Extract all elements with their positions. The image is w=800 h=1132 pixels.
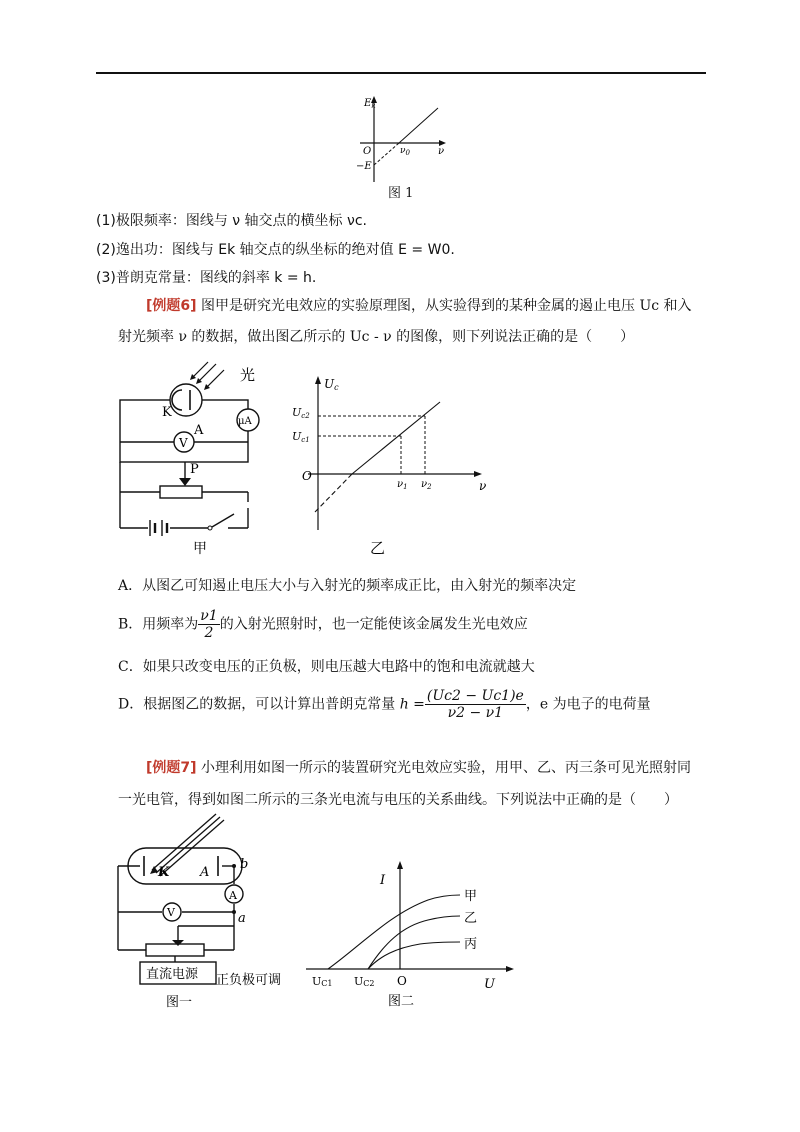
option-d-num: (Uc2 − Uc1)e (426, 688, 524, 704)
ex6-line2: 射光频率 ν 的数据，做出图乙所示的 Uc - ν 的图像，则下列说法正确的是（ ） (118, 329, 635, 345)
ex7-tag: [例题7] (146, 760, 197, 776)
source-label: 直流电源 (146, 967, 199, 982)
option-b-num: ν1 (200, 608, 218, 624)
option-d-pre: D．根据图乙的数据，可以计算出普朗克常量 (118, 696, 396, 713)
light-label: 光 (240, 366, 256, 384)
fig1-x-label: ν (438, 146, 445, 157)
curve-yi-label: 乙 (464, 911, 478, 926)
a-label: A (194, 423, 204, 438)
note-1: (1)极限频率：图线与 ν 轴交点的横坐标 νc. (96, 213, 367, 229)
circuit-caption: 甲 (193, 541, 207, 557)
graph-x-label: ν (479, 479, 487, 493)
k-label: K (158, 865, 170, 880)
ex7-line2: 一光电管，得到如图二所示的三条光电流与电压的关系曲线。下列说法中正确的是（ ） (118, 792, 678, 808)
curve-jia-label: 甲 (464, 889, 478, 904)
option-b-pre: B．用频率为 (118, 616, 199, 633)
ex6-tag: [例题6] (146, 298, 197, 314)
option-d-den: ν2 − ν1 (447, 705, 504, 721)
a-terminal-label: a (238, 911, 246, 926)
ex6-graph (290, 370, 500, 556)
option-b-post: 的入射光照射时，也一定能使该金属发生光电效应 (219, 616, 528, 633)
curve-jia (328, 895, 460, 969)
curve-bing (368, 942, 460, 969)
note-3: (3)普朗克常量：图线的斜率 k = h. (96, 270, 317, 286)
fig1-origin: O (363, 146, 372, 157)
ex6-option-d (118, 688, 651, 721)
graph-x-label: U (484, 977, 495, 992)
graph-y-label: Uc (324, 377, 339, 392)
ex6-line1 (146, 296, 692, 316)
ex6-option-a: A．从图乙可知遏止电压大小与入射光的频率成正比，由入射光的频率决定 (118, 578, 577, 594)
voltmeter-label: V (167, 906, 175, 919)
curve-bing-label: 丙 (464, 937, 478, 952)
graph-origin: O (302, 469, 312, 483)
ex7-line1-text: 小理利用如图一所示的装置研究光电效应实验，用甲、乙、丙三条可见光照射同 (201, 760, 691, 776)
graph-uc2-label: Uc2 (292, 406, 310, 420)
ex6-option-c: C．如果只改变电压的正负极，则电压越大电路中的饱和电流就越大 (118, 659, 535, 675)
ex6-line1-text: 图甲是研究光电效应的实验原理图，从实验得到的某种金属的遏止电压 Uc 和入 (201, 298, 692, 314)
uc2-label: UC2 (354, 975, 375, 988)
voltmeter-label: V (179, 436, 188, 450)
graph-caption: 图二 (388, 994, 415, 1009)
option-b-den: 2 (204, 625, 214, 641)
graph-caption: 乙 (370, 539, 386, 556)
note-2: (2)逸出功：图线与 Ek 轴交点的纵坐标的绝对值 E = W0. (96, 242, 455, 258)
graph-origin: O (397, 974, 407, 988)
source-note: 正负极可调 (216, 973, 282, 988)
a-anode-label: A (200, 865, 210, 880)
header-rule (96, 72, 706, 74)
p-label: P (190, 462, 199, 477)
graph-v1-label: $\nu_1$ (397, 479, 408, 491)
fig1-x-intercept: $\nu_0$ (400, 146, 410, 157)
graph-uc1-label: Uc1 (292, 430, 310, 444)
ex7-graph (300, 856, 520, 1012)
option-d-h: h = (399, 696, 425, 713)
ex6-circuit (110, 360, 270, 560)
microammeter-label: μA (238, 416, 252, 427)
ammeter-label: A (229, 889, 237, 902)
b-label: b (240, 857, 249, 872)
graph-y-label: I (380, 873, 386, 888)
fig1-y-neg: −E (356, 161, 372, 172)
circuit-caption: 图一 (166, 995, 193, 1010)
ex7-circuit (100, 812, 300, 1018)
k-label: K (162, 405, 172, 420)
fig1-y-label: $E_k$ (364, 98, 376, 110)
uc1-label: UC1 (312, 975, 333, 988)
fig1-graph (350, 92, 460, 190)
graph-v2-label: $\nu_2$ (421, 479, 432, 491)
option-d-fraction (425, 688, 526, 721)
fig1-caption: 图 1 (388, 186, 414, 201)
ex6-option-b (118, 608, 528, 641)
option-d-post: ，e 为电子的电荷量 (525, 696, 651, 713)
option-b-fraction (198, 608, 219, 641)
ex7-line1 (146, 758, 691, 778)
